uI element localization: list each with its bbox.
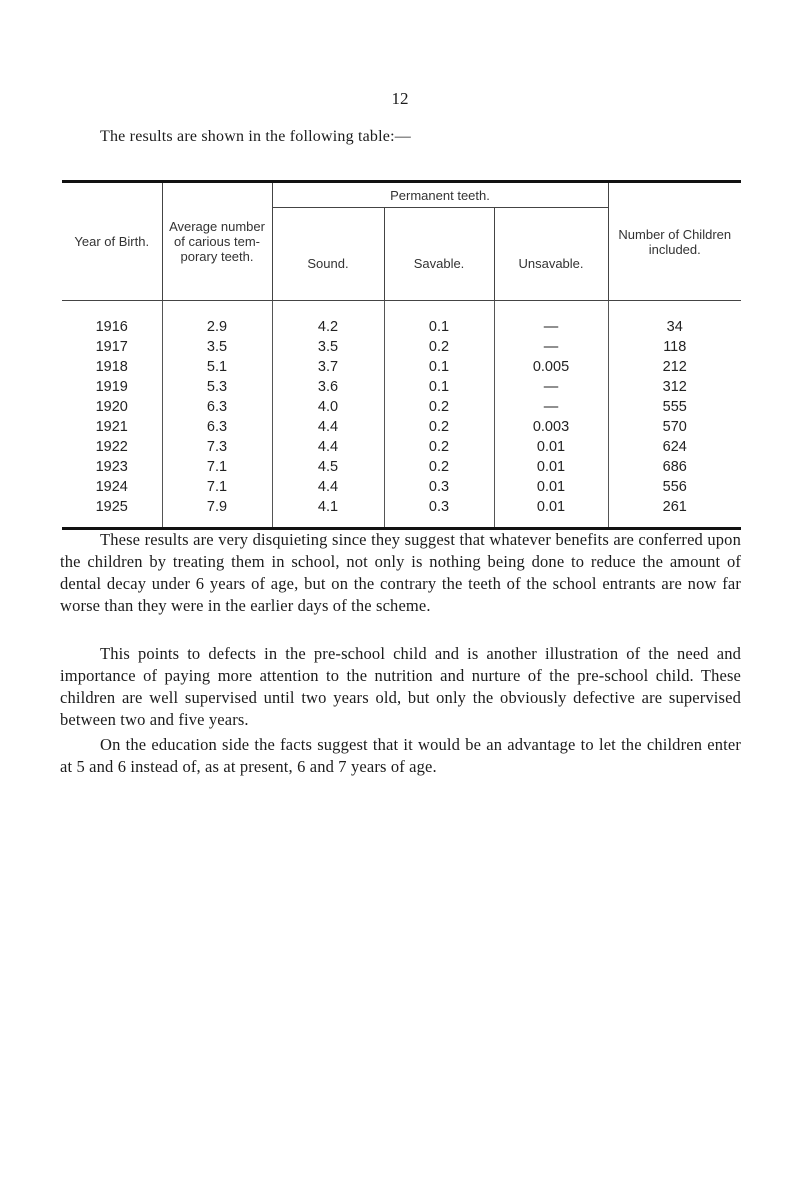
cell-unsavable: 0.01	[494, 457, 608, 477]
header-year: Year of Birth.	[62, 182, 162, 301]
paragraph-pre-school	[60, 643, 741, 731]
table-row	[62, 457, 741, 477]
table-row	[62, 357, 741, 377]
header-sound: Sound.	[272, 208, 384, 301]
table-row	[62, 497, 741, 517]
table-row	[62, 397, 741, 417]
table-spacer	[62, 517, 741, 527]
cell-unsavable: —	[494, 317, 608, 337]
cell-children: 555	[662, 399, 687, 415]
cell-average: 5.3	[162, 377, 272, 397]
cell-children: 34	[666, 319, 683, 335]
header-number-of-children: Number of Children included.	[608, 182, 741, 301]
cell-average: 5.1	[162, 357, 272, 377]
cell-savable: 0.2	[384, 397, 494, 417]
cell-unsavable: —	[494, 337, 608, 357]
results-table-container	[62, 180, 741, 530]
cell-unsavable: 0.005	[494, 357, 608, 377]
page-number: 12	[391, 89, 409, 108]
header-unsavable: Unsavable.	[494, 208, 608, 301]
cell-savable: 0.1	[384, 357, 494, 377]
cell-savable: 0.2	[384, 457, 494, 477]
cell-year: 1916	[62, 317, 162, 337]
cell-average: 7.3	[162, 437, 272, 457]
cell-sound: 4.0	[272, 397, 384, 417]
cell-sound: 3.6	[272, 377, 384, 397]
cell-year: 1918	[62, 357, 162, 377]
cell-year: 1924	[62, 477, 162, 497]
cell-children: 261	[662, 499, 687, 515]
header-savable: Savable.	[384, 208, 494, 301]
cell-savable: 0.1	[384, 377, 494, 397]
cell-average: 6.3	[162, 397, 272, 417]
cell-unsavable: —	[494, 397, 608, 417]
cell-year: 1921	[62, 417, 162, 437]
header-average-carious: Average number of carious tem- porary teeth.	[162, 182, 272, 301]
cell-sound: 4.1	[272, 497, 384, 517]
table-row	[62, 417, 741, 437]
cell-unsavable: 0.003	[494, 417, 608, 437]
results-table	[62, 180, 741, 527]
cell-year: 1922	[62, 437, 162, 457]
cell-savable: 0.3	[384, 477, 494, 497]
cell-average: 6.3	[162, 417, 272, 437]
table-body	[62, 301, 741, 527]
cell-children: 556	[662, 479, 687, 495]
table-row	[62, 317, 741, 337]
cell-average: 3.5	[162, 337, 272, 357]
cell-unsavable: —	[494, 377, 608, 397]
cell-savable: 0.2	[384, 437, 494, 457]
paragraph-text: These results are very disquieting since they suggest that whatever benefits are conferred upon the children by treating them in school, not only is nothing being done to reduce the amount of dental decay under 6 years of age, but on the contrary the teeth of the school entrants are now far worse than they were in the earlier days of the scheme.	[60, 529, 741, 615]
cell-sound: 4.2	[272, 317, 384, 337]
cell-average: 2.9	[162, 317, 272, 337]
cell-savable: 0.3	[384, 497, 494, 517]
intro-text: The results are shown in the following table:—	[100, 128, 411, 145]
cell-unsavable: 0.01	[494, 497, 608, 517]
paragraph-education	[60, 734, 741, 778]
cell-unsavable: 0.01	[494, 477, 608, 497]
cell-savable: 0.1	[384, 317, 494, 337]
cell-savable: 0.2	[384, 417, 494, 437]
paragraph-results	[60, 529, 741, 617]
cell-children: 118	[663, 339, 687, 355]
cell-year: 1919	[62, 377, 162, 397]
cell-children: 570	[662, 419, 687, 435]
cell-sound: 4.5	[272, 457, 384, 477]
paragraph-text: This points to defects in the pre-school child and is another illustration of the need and importance of paying more attention to the nutrition and nurture of the pre-school child. These children are well supervised until two years old, but only the obviously defective are supervised between two and five years.	[60, 643, 741, 729]
table-spacer	[62, 301, 741, 317]
header-permanent-teeth: Permanent teeth.	[272, 182, 608, 208]
cell-average: 7.1	[162, 477, 272, 497]
cell-sound: 4.4	[272, 437, 384, 457]
paragraph-text: On the education side the facts suggest that it would be an advantage to let the children enter at 5 and 6 instead of, as at present, 6 and 7 years of age.	[60, 734, 741, 776]
cell-year: 1920	[62, 397, 162, 417]
cell-children: 686	[662, 459, 687, 475]
table-row	[62, 337, 741, 357]
cell-year: 1917	[62, 337, 162, 357]
cell-children: 212	[662, 359, 687, 375]
cell-sound: 3.7	[272, 357, 384, 377]
cell-average: 7.1	[162, 457, 272, 477]
table-header	[62, 182, 741, 302]
table-row	[62, 477, 741, 497]
cell-average: 7.9	[162, 497, 272, 517]
cell-children: 624	[662, 439, 687, 455]
table-row	[62, 377, 741, 397]
cell-year: 1923	[62, 457, 162, 477]
cell-sound: 4.4	[272, 477, 384, 497]
cell-children: 312	[662, 379, 687, 395]
cell-sound: 3.5	[272, 337, 384, 357]
cell-unsavable: 0.01	[494, 437, 608, 457]
table-row	[62, 437, 741, 457]
cell-year: 1925	[62, 497, 162, 517]
cell-savable: 0.2	[384, 337, 494, 357]
cell-sound: 4.4	[272, 417, 384, 437]
